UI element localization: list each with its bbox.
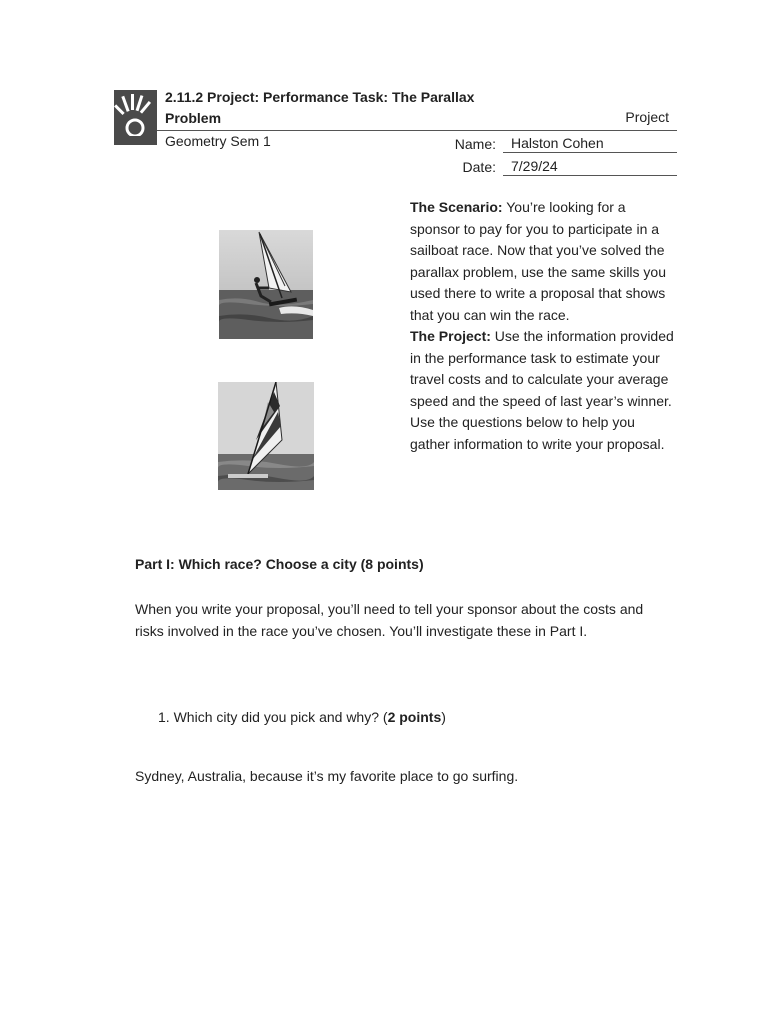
sunburst-logo-icon — [114, 90, 157, 145]
course-name: Geometry Sem 1 — [165, 133, 271, 149]
document-title: 2.11.2 Project: Performance Task: The Parallax Problem — [165, 89, 475, 126]
date-label: Date: — [462, 159, 496, 175]
question-1-number: 1. — [158, 709, 170, 725]
question-1 — [158, 709, 446, 725]
windsurfer-leaning-photo — [219, 230, 313, 339]
name-label: Name: — [454, 136, 496, 152]
question-1-text: Which city did you pick and why? ( — [169, 709, 388, 725]
project-label: The Project: — [410, 328, 491, 344]
scenario-label: The Scenario: — [410, 199, 503, 215]
question-1-close: ) — [441, 709, 446, 725]
scenario-and-project-text — [410, 197, 676, 455]
scenario-paragraph — [410, 197, 676, 326]
scenario-text: You’re looking for a sponsor to pay for you to participate in a sailboat race. Now that you’ve solved the parallax problem, use the same skills you used there to write a proposal that shows that you can win the race. — [410, 199, 667, 323]
name-field-row — [410, 133, 677, 155]
document-type: Project — [625, 109, 669, 125]
question-1-points: 2 points — [387, 709, 442, 725]
part1-heading: Part I: Which race? Choose a city (8 points) — [135, 556, 424, 572]
name-field[interactable]: Halston Cohen — [503, 133, 677, 153]
project-text: Use the information provided in the performance task to estimate your travel costs and to calculate your average speed and the speed of last year’s winner. Use the questions below to help you gather information to write your proposal. — [410, 328, 674, 452]
date-field[interactable]: 7/29/24 — [503, 156, 677, 176]
header-divider — [157, 130, 677, 131]
date-field-row — [410, 156, 677, 178]
question-1-answer[interactable]: Sydney, Australia, because it’s my favorite place to go surfing. — [135, 768, 519, 784]
windsurf-sail-photo — [218, 382, 314, 490]
project-paragraph — [410, 326, 676, 455]
part1-intro: When you write your proposal, you’ll need to tell your sponsor about the costs and risks involved in the race you’ve chosen. You’ll investigate these in Part I. — [135, 601, 644, 639]
